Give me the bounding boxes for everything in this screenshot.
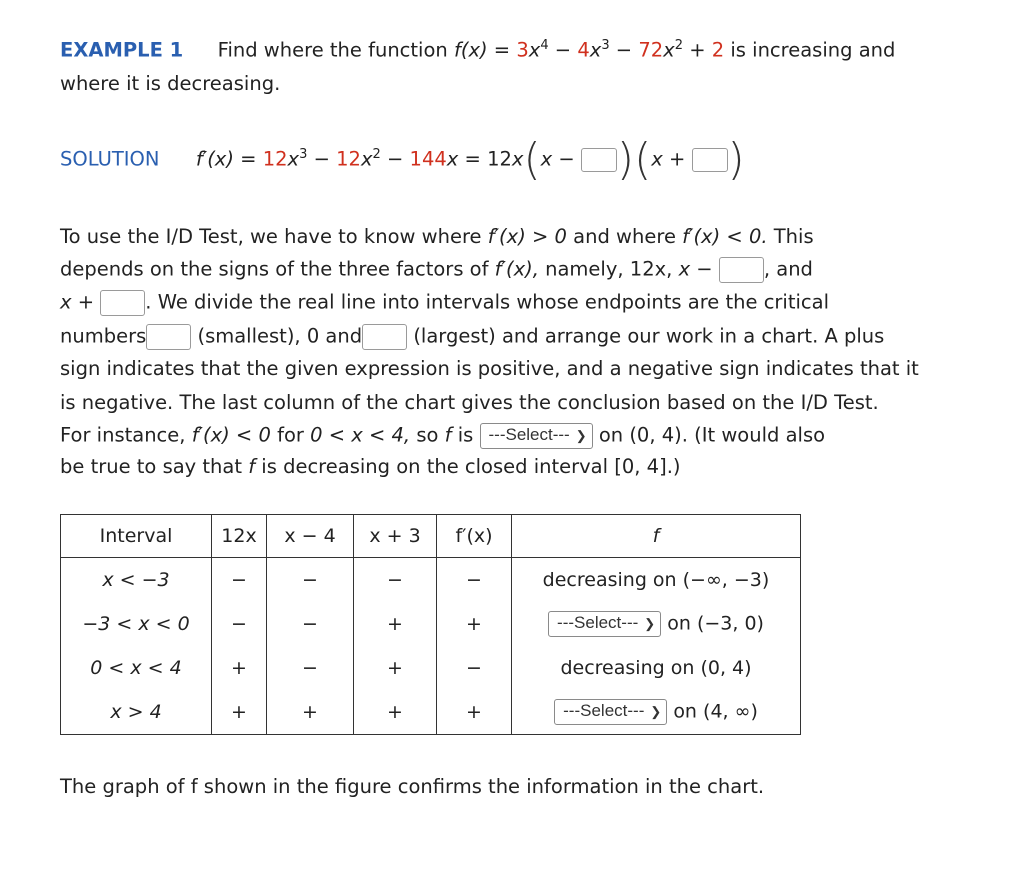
- para-line-7: For instance, f′(x) < 0 for 0 < x < 4, so f is ---Select--- ❯ on (0, 4). (It would also: [60, 423, 825, 449]
- sign-cell: −: [267, 602, 354, 646]
- sign-cell: +: [354, 690, 437, 735]
- para-line-5: sign indicates that the given expression is positive, and a negative sign indicates that it: [60, 357, 919, 380]
- root-input-minus[interactable]: [581, 148, 617, 172]
- para-line-8: be true to say that f is decreasing on the closed interval [0, 4].): [60, 455, 681, 478]
- para-line-4: numbers (smallest), 0 and (largest) and arrange our work in a chart. A plus: [60, 324, 884, 350]
- sign-cell: −: [267, 646, 354, 690]
- chevron-down-icon: ❯: [575, 428, 587, 443]
- sign-cell: −: [212, 558, 267, 603]
- interval-cell: −3 < x < 0: [61, 602, 212, 646]
- sign-cell: +: [354, 646, 437, 690]
- para-line-1: To use the I/D Test, we have to know where f′(x) > 0 and where f′(x) < 0. This: [60, 225, 814, 248]
- header-interval: Interval: [61, 515, 212, 558]
- conclusion-cell: decreasing on (−∞, −3): [512, 558, 801, 603]
- id-test-chart: [60, 514, 801, 735]
- para-line-2: depends on the signs of the three factors of f′(x), namely, 12x, x − , and: [60, 257, 813, 283]
- conclusion-cell: decreasing on (0, 4): [512, 646, 801, 690]
- table-row: [61, 602, 801, 646]
- table-row: [61, 690, 801, 735]
- critical-largest-input[interactable]: [362, 324, 407, 350]
- function-name: f(x): [453, 38, 488, 62]
- factor-input-minus[interactable]: [719, 257, 764, 283]
- sign-cell: −: [354, 558, 437, 603]
- sign-cell: +: [267, 690, 354, 735]
- para-line-6: is negative. The last column of the chart gives the conclusion based on the I/D Test.: [60, 391, 879, 414]
- sign-cell: −: [267, 558, 354, 603]
- chart-header-row: [61, 515, 801, 558]
- header-x-plus-3: x + 3: [354, 515, 437, 558]
- chevron-down-icon: ❯: [650, 704, 662, 719]
- behavior-select-row2[interactable]: ---Select--- ❯: [548, 611, 661, 637]
- header-12x: 12x: [212, 515, 267, 558]
- sign-cell: +: [212, 690, 267, 735]
- table-row: [61, 558, 801, 603]
- header-f: f: [512, 515, 801, 558]
- critical-smallest-input[interactable]: [146, 324, 191, 350]
- footer-note: The graph of f shown in the figure confirms the information in the chart.: [60, 775, 765, 798]
- interval-cell: 0 < x < 4: [61, 646, 212, 690]
- sign-cell: −: [437, 558, 512, 603]
- conclusion-cell: ---Select--- ❯ on (4, ∞): [512, 690, 801, 735]
- sign-cell: +: [437, 690, 512, 735]
- sign-cell: +: [437, 602, 512, 646]
- factor-input-plus[interactable]: [100, 290, 145, 316]
- header-x-minus-4: x − 4: [267, 515, 354, 558]
- solution-label: SOLUTION: [60, 147, 160, 171]
- behavior-select-example[interactable]: ---Select--- ❯: [480, 423, 593, 449]
- chevron-down-icon: ❯: [644, 616, 656, 631]
- example-heading: EXAMPLE 1 Find where the function $f(x) = 3x^4 - 4x^3 - 72x^2 + 2$ is increasing and: [60, 38, 896, 62]
- example-prompt: Find where the function: [217, 38, 448, 62]
- sign-cell: +: [212, 646, 267, 690]
- behavior-select-row4[interactable]: ---Select--- ❯: [554, 699, 667, 725]
- header-fprime: f′(x): [437, 515, 512, 558]
- solution-line: SOLUTION $f'(x) = 12x^3 - 12x^2 - 144x = 12x(x - )(x$ + ): [60, 134, 745, 185]
- interval-cell: x > 4: [61, 690, 212, 735]
- interval-cell: x < −3: [61, 558, 212, 603]
- sign-cell: +: [354, 602, 437, 646]
- root-input-plus[interactable]: [692, 148, 728, 172]
- example-label: EXAMPLE 1: [60, 38, 184, 62]
- conclusion-cell: ---Select--- ❯ on (−3, 0): [512, 602, 801, 646]
- sign-cell: −: [212, 602, 267, 646]
- para-line-3: x + . We divide the real line into intervals whose endpoints are the critical: [60, 290, 829, 316]
- table-row: [61, 646, 801, 690]
- sign-cell: −: [437, 646, 512, 690]
- example-prompt-cont: where it is decreasing.: [60, 72, 281, 95]
